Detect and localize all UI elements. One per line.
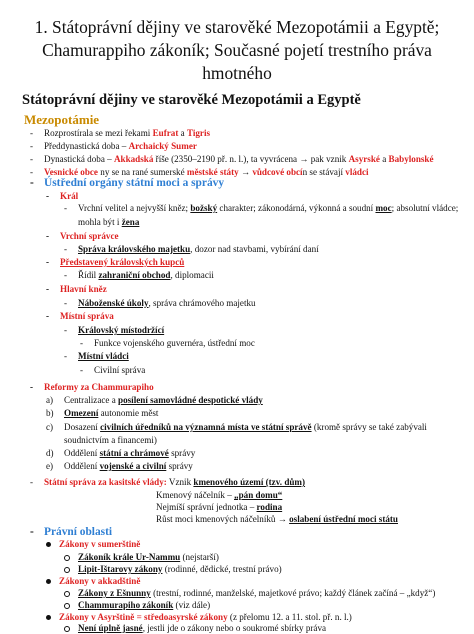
- list-item: Lipit-Ištarovy zákony (rodinné, dědické, trestní právo): [64, 563, 282, 575]
- list-item: - Královský místodržící: [64, 325, 165, 335]
- list-item: Kmenový náčelník – „pán domu“: [156, 490, 283, 500]
- list-item: - Vesnické obce ny se na rané sumerské městské státy → vůdcové obcín se stávají vládci: [30, 167, 369, 177]
- list-item: mohla být i žena: [78, 217, 140, 227]
- list-item: Nejmíší správní jednotka – rodina: [156, 502, 283, 512]
- list-item: - Civilní správa: [80, 365, 146, 375]
- list-item: - Dynastická doba – Akkadská říše (2350–2190 př. n. l.), ta vyvrácena → pak vznik Asyrské a Babylonské: [30, 154, 434, 164]
- subheading-legal-areas: - Právní oblasti: [30, 526, 113, 538]
- list-item-kassite: - Státní správa za kasitské vlády: Vznik kmenového území (tzv. dům): [30, 477, 306, 487]
- list-item-merchants-head: - Představený královských kupců: [46, 257, 185, 267]
- list-item: - Náboženské úkoly, správa chrámového majetku: [64, 298, 256, 308]
- document-title: 1. Státoprávní dějiny ve starověké Mezopotámii a Egyptě; Chamurappiho zákoník; Současné pojetí trestního práva hmotného: [34, 17, 440, 83]
- list-item: Zákony z Ešnunny (trestní, rodinné, manželské, majetkové právo; každý článek začíná – „když“): [64, 587, 435, 599]
- list-item: a) Centralizace a posílení samovládné despotické vlády: [46, 395, 263, 405]
- list-item: Není úplně jasné, jestli jde o zákony nebo o soukromé sbírky práva: [64, 622, 326, 634]
- list-item: - Vrchní velitel a nejvyšší kněz; božský charakter; zákonodárná, výkonná a soudní moc; absolutní vládce;: [64, 203, 459, 213]
- list-item: e) Oddělení vojenské a civilní správy: [46, 461, 193, 471]
- list-item: - Správa královského majetku, dozor nad stavbami, vybírání daní: [64, 244, 319, 254]
- list-item-assyrian-laws: Zákony v Asyrštině = středoasyrské zákony (z přelomu 12. a 11. stol. př. n. l.): [46, 611, 352, 623]
- list-item: soudnictvím a financemi): [64, 435, 157, 445]
- list-item: d) Oddělení státní a chrámové správy: [46, 448, 196, 458]
- list-item: c) Dosazení civilních úředníků na významná místa ve státní správě (kromě správy se také zabývali: [46, 422, 427, 432]
- subheading-reforms: - Reformy za Chammurapiho: [30, 382, 154, 392]
- list-item: - Místní vládci: [64, 351, 129, 361]
- list-item: - Rozprostírala se mezi řekami Eufrat a Tigris: [30, 128, 211, 138]
- list-item: b) Omezení autonomie měst: [46, 408, 159, 418]
- list-item: Růst moci kmenových náčelníků → oslabení ústřední moci státu: [156, 514, 398, 524]
- subheading-mezopotamie: Mezopotámie: [24, 112, 100, 127]
- list-item: Chammurapiho zákoník (viz dále): [64, 599, 210, 611]
- list-item-king: - Král: [46, 191, 79, 201]
- list-item-local-administration: - Místní správa: [46, 311, 114, 321]
- subheading-central-organs: - Ústřední orgány státní moci a správy: [30, 177, 225, 189]
- list-item-akkadian-laws: Zákony v akkadštině: [46, 575, 140, 587]
- list-item-high-priest: - Hlavní kněz: [46, 284, 107, 294]
- list-item: Zákoník krále Ur-Nammu (nejstarší): [64, 551, 219, 563]
- list-item-chief-administrator: - Vrchní správce: [46, 231, 119, 241]
- list-item: - Předdynastická doba – Archaický Sumer: [30, 141, 197, 151]
- section-heading: Státoprávní dějiny ve starověké Mezopotámii a Egyptě: [22, 92, 361, 108]
- list-item: - Řídil zahraniční obchod, diplomacii: [64, 270, 214, 280]
- list-item: - Funkce vojenského guvernéra, ústřední moc: [80, 338, 255, 348]
- list-item-sumerian-laws: Zákony v sumerštině: [46, 538, 140, 550]
